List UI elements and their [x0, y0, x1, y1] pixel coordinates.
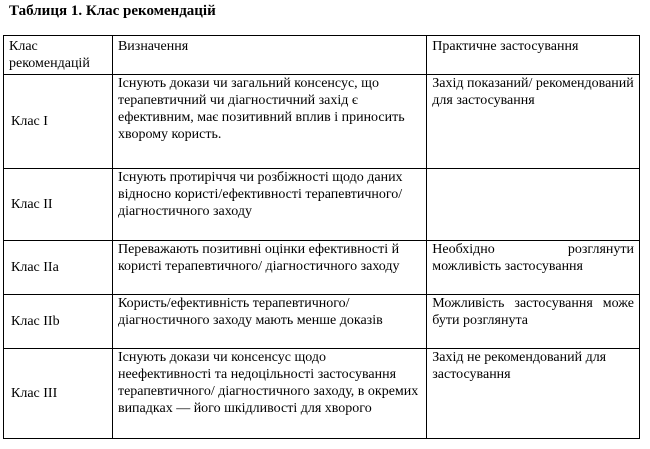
header-class: Клас рекомендацій — [4, 36, 113, 75]
row-definition: Користь/ефективність терапевтичного/ діагностичного заходу мають менше доказів — [112, 295, 426, 349]
table-row — [4, 75, 640, 169]
row-class-label: Клас ІІb — [4, 295, 113, 349]
row-definition: Існують протиріччя чи розбіжності щодо даних відносно користі/ефективності терапевтичного/діагностичного заходу — [112, 169, 426, 241]
table-title: Таблиця 1. Клас рекомендацій — [9, 3, 216, 19]
header-definition: Визначення — [112, 36, 426, 75]
table-header-row — [4, 36, 640, 75]
recommendation-classes-table — [3, 35, 640, 439]
row-definition: Переважають позитивні оцінки ефективності й користі терапевтичного/ діагностичного заходу — [112, 241, 426, 295]
row-class-label: Клас І — [4, 75, 113, 169]
row-class-label: Клас ІІ — [4, 169, 113, 241]
row-class-label: Клас ІІа — [4, 241, 113, 295]
row-definition: Існують докази чи загальний консенсус, що терапевтичний чи діагностичний захід є ефективним, має позитивний вплив і приносить хворому користь. — [112, 75, 426, 169]
header-application: Практичне застосування — [427, 36, 640, 75]
row-definition: Існують докази чи консенсус щодо неефективності та недоцільності застосування терапевтичного/ діагностичного заходу, в окремих випадках — його шкідливості для хворого — [112, 349, 426, 439]
table-row — [4, 349, 640, 439]
table-row — [4, 295, 640, 349]
row-application: Захід показаний/ рекомендований для застосування — [427, 75, 640, 169]
row-application: Можливість застосування може бути розглянута — [427, 295, 640, 349]
row-application: Захід не рекомендований для застосування — [427, 349, 640, 439]
row-class-label: Клас ІІІ — [4, 349, 113, 439]
table-row — [4, 169, 640, 241]
row-application — [427, 169, 640, 241]
row-application: Необхідно розглянути можливість застосування — [427, 241, 640, 295]
table-row — [4, 241, 640, 295]
